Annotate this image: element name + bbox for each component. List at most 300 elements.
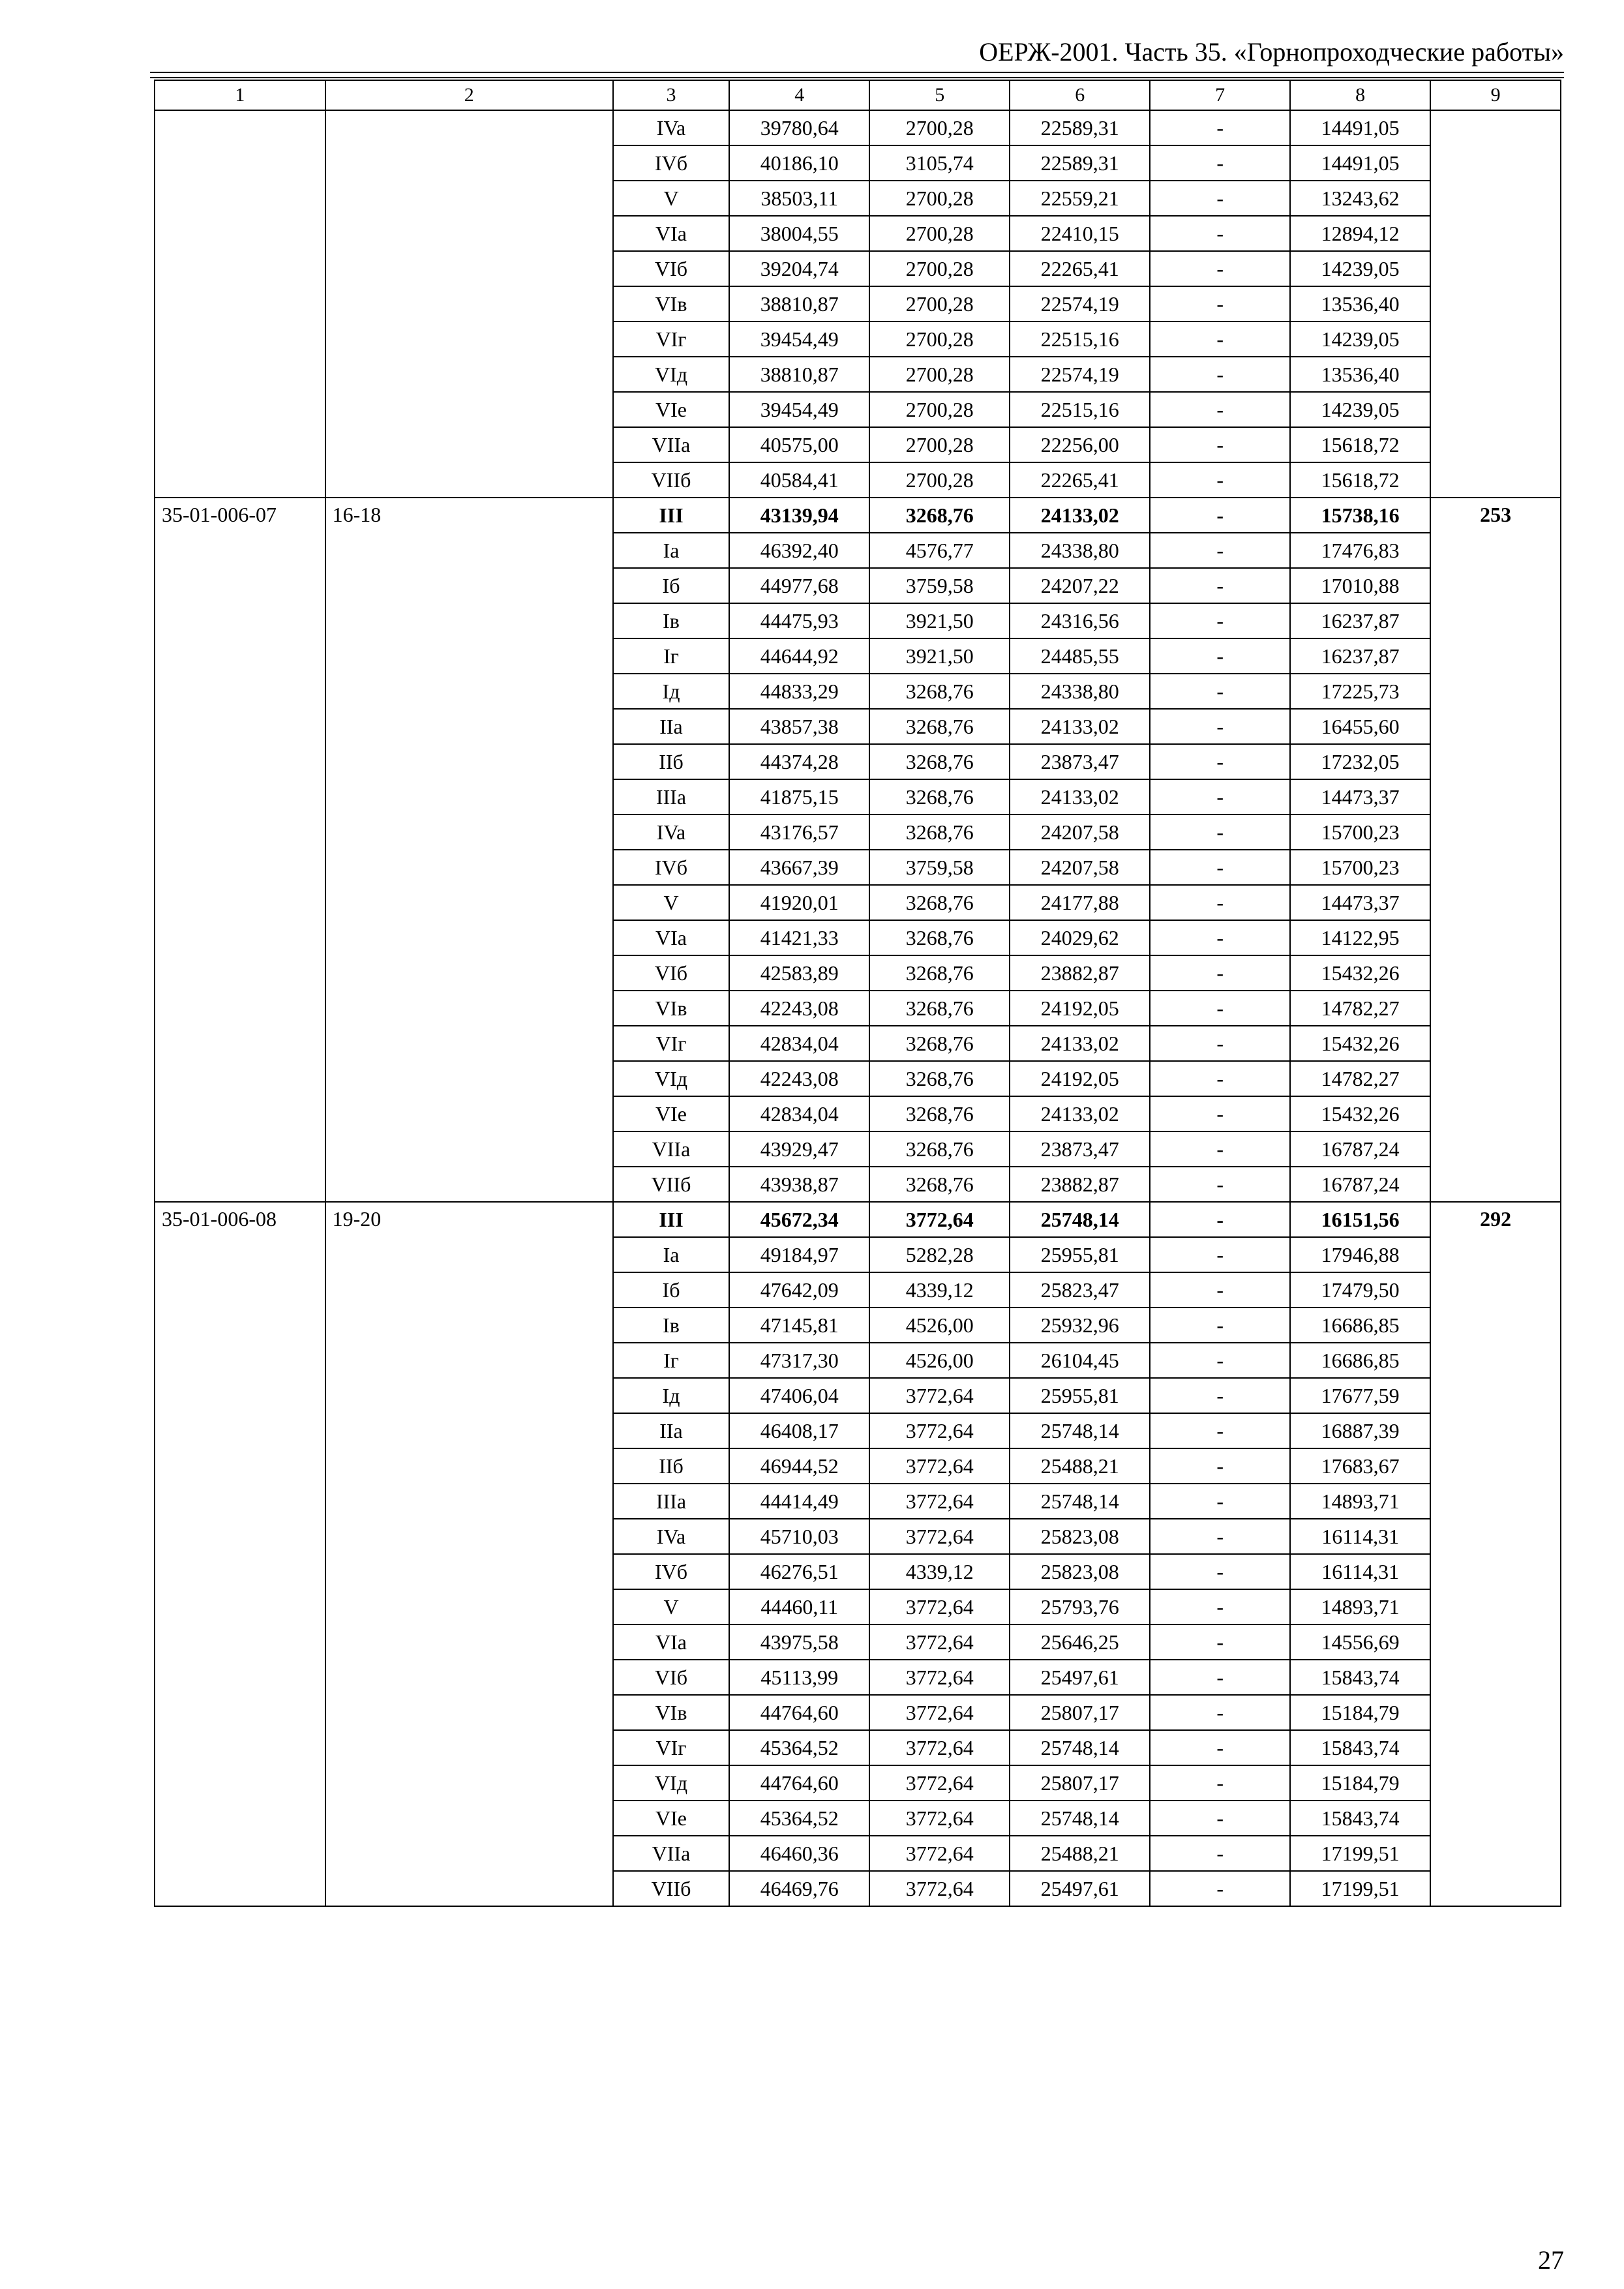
col-class-cell: IVб <box>613 145 729 181</box>
col-class-cell: VIe <box>613 1801 729 1836</box>
col-wages-cell: 4576,77 <box>869 533 1010 568</box>
col-materials-cell: 17677,59 <box>1290 1378 1430 1413</box>
col-wages-cell: 3772,64 <box>869 1660 1010 1695</box>
col-machines-cell: 24133,02 <box>1010 1026 1150 1061</box>
col-materials-cell: 15618,72 <box>1290 427 1430 462</box>
col-total-cost-cell: 41920,01 <box>729 885 869 920</box>
col-total-cost-cell: 42583,89 <box>729 955 869 991</box>
col-wages-cell: 4526,00 <box>869 1308 1010 1343</box>
col-materials-cell: 12894,12 <box>1290 216 1430 251</box>
column-number-9: 9 <box>1430 80 1561 110</box>
col-materials-cell: 17199,51 <box>1290 1836 1430 1871</box>
col-materials-cell: 15184,79 <box>1290 1765 1430 1801</box>
col-class-cell: III <box>613 1202 729 1237</box>
col-col7-cell: - <box>1150 1448 1290 1484</box>
col-materials-cell: 16686,85 <box>1290 1308 1430 1343</box>
col-col7-cell: - <box>1150 815 1290 850</box>
col-wages-cell: 3772,64 <box>869 1413 1010 1448</box>
col-col7-cell: - <box>1150 1624 1290 1660</box>
item-code-cell <box>155 110 325 498</box>
col-class-cell: VIIб <box>613 1871 729 1906</box>
col-wages-cell: 3268,76 <box>869 709 1010 744</box>
col-col7-cell: - <box>1150 1484 1290 1519</box>
col-total-cost-cell: 44475,93 <box>729 603 869 638</box>
col-machines-cell: 24338,80 <box>1010 533 1150 568</box>
col-wages-cell: 3772,64 <box>869 1801 1010 1836</box>
col-wages-cell: 2700,28 <box>869 286 1010 322</box>
col-class-cell: Ia <box>613 1237 729 1272</box>
col-class-cell: IVa <box>613 815 729 850</box>
col-col7-cell: - <box>1150 498 1290 533</box>
col-total-cost-cell: 45364,52 <box>729 1801 869 1836</box>
col-materials-cell: 15432,26 <box>1290 1026 1430 1061</box>
col-machines-cell: 23873,47 <box>1010 744 1150 779</box>
col-machines-cell: 25748,14 <box>1010 1484 1150 1519</box>
col-col7-cell: - <box>1150 427 1290 462</box>
col-machines-cell: 23882,87 <box>1010 955 1150 991</box>
table-row <box>155 110 1561 145</box>
col-machines-cell: 25748,14 <box>1010 1801 1150 1836</box>
col-machines-cell: 22410,15 <box>1010 216 1150 251</box>
col-col7-cell: - <box>1150 850 1290 885</box>
col-materials-cell: 15843,74 <box>1290 1801 1430 1836</box>
col-materials-cell: 17010,88 <box>1290 568 1430 603</box>
col-class-cell: VIд <box>613 1765 729 1801</box>
col-total-cost-cell: 45364,52 <box>729 1730 869 1765</box>
col-machines-cell: 24177,88 <box>1010 885 1150 920</box>
col-total-cost-cell: 46469,76 <box>729 1871 869 1906</box>
col-col7-cell: - <box>1150 286 1290 322</box>
col-total-cost-cell: 46408,17 <box>729 1413 869 1448</box>
col-class-cell: IVa <box>613 110 729 145</box>
col-wages-cell: 3759,58 <box>869 850 1010 885</box>
col-wages-cell: 3772,64 <box>869 1765 1010 1801</box>
col-wages-cell: 3268,76 <box>869 779 1010 815</box>
col-total-cost-cell: 41421,33 <box>729 920 869 955</box>
table-row <box>155 498 1561 533</box>
col-total-cost-cell: 38810,87 <box>729 286 869 322</box>
col-wages-cell: 3105,74 <box>869 145 1010 181</box>
col-wages-cell: 2700,28 <box>869 110 1010 145</box>
col-total-cost-cell: 44977,68 <box>729 568 869 603</box>
col-total-cost-cell: 46276,51 <box>729 1554 869 1589</box>
col-wages-cell: 3268,76 <box>869 815 1010 850</box>
col-total-cost-cell: 38004,55 <box>729 216 869 251</box>
col-materials-cell: 14473,37 <box>1290 779 1430 815</box>
col-materials-cell: 15618,72 <box>1290 462 1430 498</box>
col-col7-cell: - <box>1150 1589 1290 1624</box>
col-materials-cell: 15432,26 <box>1290 955 1430 991</box>
col-materials-cell: 14239,05 <box>1290 251 1430 286</box>
col-wages-cell: 3268,76 <box>869 1096 1010 1131</box>
col-wages-cell: 5282,28 <box>869 1237 1010 1272</box>
col-materials-cell: 17683,67 <box>1290 1448 1430 1484</box>
col-wages-cell: 2700,28 <box>869 181 1010 216</box>
col-machines-cell: 25488,21 <box>1010 1448 1150 1484</box>
col-col7-cell: - <box>1150 744 1290 779</box>
col-machines-cell: 25646,25 <box>1010 1624 1150 1660</box>
col-col7-cell: - <box>1150 181 1290 216</box>
col-total-cost-cell: 44833,29 <box>729 674 869 709</box>
col-col7-cell: - <box>1150 709 1290 744</box>
col-materials-cell: 13243,62 <box>1290 181 1430 216</box>
col-class-cell: IIIa <box>613 779 729 815</box>
col-machines-cell: 22515,16 <box>1010 392 1150 427</box>
col-machines-cell: 22559,21 <box>1010 181 1150 216</box>
col-materials-cell: 14893,71 <box>1290 1484 1430 1519</box>
col-col7-cell: - <box>1150 1343 1290 1378</box>
col-col7-cell: - <box>1150 322 1290 357</box>
col-total-cost-cell: 42834,04 <box>729 1026 869 1061</box>
col-materials-cell: 14122,95 <box>1290 920 1430 955</box>
col-col7-cell: - <box>1150 1871 1290 1906</box>
item-col9-cell <box>1430 110 1561 498</box>
col-wages-cell: 3772,64 <box>869 1730 1010 1765</box>
col-class-cell: Iд <box>613 1378 729 1413</box>
col-wages-cell: 3772,64 <box>869 1448 1010 1484</box>
col-col7-cell: - <box>1150 1202 1290 1237</box>
col-col7-cell: - <box>1150 1308 1290 1343</box>
col-col7-cell: - <box>1150 1660 1290 1695</box>
col-materials-cell: 16114,31 <box>1290 1554 1430 1589</box>
col-wages-cell: 3268,76 <box>869 1061 1010 1096</box>
col-total-cost-cell: 44644,92 <box>729 638 869 674</box>
page-header-title: ОЕРЖ-2001. Часть 35. «Горнопроходческие работы» <box>979 37 1564 67</box>
header-double-rule <box>150 72 1564 78</box>
col-class-cell: VIв <box>613 991 729 1026</box>
col-wages-cell: 4339,12 <box>869 1272 1010 1308</box>
col-materials-cell: 16455,60 <box>1290 709 1430 744</box>
col-machines-cell: 24133,02 <box>1010 498 1150 533</box>
price-table <box>154 80 1561 1907</box>
col-materials-cell: 15184,79 <box>1290 1695 1430 1730</box>
col-wages-cell: 2700,28 <box>869 251 1010 286</box>
col-materials-cell: 14782,27 <box>1290 991 1430 1026</box>
col-class-cell: V <box>613 885 729 920</box>
col-machines-cell: 22589,31 <box>1010 145 1150 181</box>
col-col7-cell: - <box>1150 1096 1290 1131</box>
col-col7-cell: - <box>1150 1730 1290 1765</box>
col-class-cell: VIIa <box>613 1836 729 1871</box>
col-class-cell: VIб <box>613 1660 729 1695</box>
col-machines-cell: 25807,17 <box>1010 1765 1150 1801</box>
col-total-cost-cell: 43667,39 <box>729 850 869 885</box>
col-class-cell: Iб <box>613 568 729 603</box>
col-total-cost-cell: 47145,81 <box>729 1308 869 1343</box>
col-class-cell: VIe <box>613 392 729 427</box>
col-class-cell: Iв <box>613 1308 729 1343</box>
item-code-cell: 35-01-006-08 <box>155 1202 325 1906</box>
col-machines-cell: 22265,41 <box>1010 462 1150 498</box>
col-wages-cell: 3772,64 <box>869 1484 1010 1519</box>
col-col7-cell: - <box>1150 1765 1290 1801</box>
item-range-cell: 16-18 <box>325 498 613 1202</box>
col-materials-cell: 14239,05 <box>1290 322 1430 357</box>
col-wages-cell: 3268,76 <box>869 1131 1010 1167</box>
col-col7-cell: - <box>1150 1026 1290 1061</box>
col-machines-cell: 24192,05 <box>1010 991 1150 1026</box>
col-wages-cell: 2700,28 <box>869 357 1010 392</box>
col-col7-cell: - <box>1150 110 1290 145</box>
col-total-cost-cell: 47642,09 <box>729 1272 869 1308</box>
col-wages-cell: 3772,64 <box>869 1836 1010 1871</box>
column-number-row <box>155 80 1561 110</box>
col-wages-cell: 3772,64 <box>869 1871 1010 1906</box>
col-total-cost-cell: 42834,04 <box>729 1096 869 1131</box>
col-class-cell: VIд <box>613 357 729 392</box>
col-col7-cell: - <box>1150 638 1290 674</box>
col-class-cell: IIб <box>613 744 729 779</box>
col-class-cell: VIв <box>613 286 729 322</box>
col-machines-cell: 22515,16 <box>1010 322 1150 357</box>
col-machines-cell: 25488,21 <box>1010 1836 1150 1871</box>
col-col7-cell: - <box>1150 1167 1290 1202</box>
col-class-cell: Iг <box>613 1343 729 1378</box>
col-class-cell: VIб <box>613 955 729 991</box>
col-machines-cell: 24338,80 <box>1010 674 1150 709</box>
col-wages-cell: 3268,76 <box>869 674 1010 709</box>
col-col7-cell: - <box>1150 1237 1290 1272</box>
col-machines-cell: 23873,47 <box>1010 1131 1150 1167</box>
col-col7-cell: - <box>1150 533 1290 568</box>
col-machines-cell: 22256,00 <box>1010 427 1150 462</box>
col-materials-cell: 16787,24 <box>1290 1167 1430 1202</box>
col-class-cell: Iг <box>613 638 729 674</box>
col-total-cost-cell: 43176,57 <box>729 815 869 850</box>
col-col7-cell: - <box>1150 1272 1290 1308</box>
col-class-cell: VIг <box>613 322 729 357</box>
col-machines-cell: 24316,56 <box>1010 603 1150 638</box>
col-class-cell: IIa <box>613 1413 729 1448</box>
col-class-cell: IIa <box>613 709 729 744</box>
item-code-cell: 35-01-006-07 <box>155 498 325 1202</box>
col-class-cell: VIe <box>613 1096 729 1131</box>
col-materials-cell: 15700,23 <box>1290 850 1430 885</box>
col-materials-cell: 16237,87 <box>1290 638 1430 674</box>
col-machines-cell: 25793,76 <box>1010 1589 1150 1624</box>
col-wages-cell: 4339,12 <box>869 1554 1010 1589</box>
col-wages-cell: 3772,64 <box>869 1624 1010 1660</box>
col-total-cost-cell: 43938,87 <box>729 1167 869 1202</box>
col-total-cost-cell: 44764,60 <box>729 1695 869 1730</box>
col-class-cell: VIa <box>613 920 729 955</box>
col-materials-cell: 14893,71 <box>1290 1589 1430 1624</box>
col-materials-cell: 17946,88 <box>1290 1237 1430 1272</box>
col-machines-cell: 25823,47 <box>1010 1272 1150 1308</box>
col-total-cost-cell: 43857,38 <box>729 709 869 744</box>
col-total-cost-cell: 42243,08 <box>729 991 869 1026</box>
col-col7-cell: - <box>1150 1378 1290 1413</box>
col-materials-cell: 14491,05 <box>1290 145 1430 181</box>
col-class-cell: Iб <box>613 1272 729 1308</box>
col-total-cost-cell: 41875,15 <box>729 779 869 815</box>
col-class-cell: VIг <box>613 1026 729 1061</box>
item-col9-cell: 253 <box>1430 498 1561 1202</box>
col-class-cell: IVб <box>613 1554 729 1589</box>
col-machines-cell: 25748,14 <box>1010 1730 1150 1765</box>
col-machines-cell: 25497,61 <box>1010 1660 1150 1695</box>
col-materials-cell: 15843,74 <box>1290 1660 1430 1695</box>
col-total-cost-cell: 49184,97 <box>729 1237 869 1272</box>
col-col7-cell: - <box>1150 568 1290 603</box>
col-machines-cell: 25823,08 <box>1010 1519 1150 1554</box>
item-range-cell <box>325 110 613 498</box>
col-machines-cell: 25955,81 <box>1010 1237 1150 1272</box>
col-total-cost-cell: 42243,08 <box>729 1061 869 1096</box>
col-total-cost-cell: 46392,40 <box>729 533 869 568</box>
col-total-cost-cell: 44764,60 <box>729 1765 869 1801</box>
col-class-cell: VIa <box>613 1624 729 1660</box>
col-total-cost-cell: 43975,58 <box>729 1624 869 1660</box>
col-machines-cell: 24207,22 <box>1010 568 1150 603</box>
column-number-2: 2 <box>325 80 613 110</box>
col-materials-cell: 16151,56 <box>1290 1202 1430 1237</box>
col-col7-cell: - <box>1150 955 1290 991</box>
col-wages-cell: 3772,64 <box>869 1378 1010 1413</box>
col-col7-cell: - <box>1150 603 1290 638</box>
col-machines-cell: 25955,81 <box>1010 1378 1150 1413</box>
col-class-cell: VIд <box>613 1061 729 1096</box>
col-wages-cell: 3921,50 <box>869 603 1010 638</box>
column-number-3: 3 <box>613 80 729 110</box>
col-materials-cell: 16114,31 <box>1290 1519 1430 1554</box>
col-col7-cell: - <box>1150 357 1290 392</box>
col-materials-cell: 17476,83 <box>1290 533 1430 568</box>
col-wages-cell: 3268,76 <box>869 1026 1010 1061</box>
col-wages-cell: 4526,00 <box>869 1343 1010 1378</box>
col-machines-cell: 24192,05 <box>1010 1061 1150 1096</box>
col-wages-cell: 3268,76 <box>869 885 1010 920</box>
column-number-4: 4 <box>729 80 869 110</box>
col-wages-cell: 3772,64 <box>869 1202 1010 1237</box>
col-class-cell: VIa <box>613 216 729 251</box>
col-class-cell: IIб <box>613 1448 729 1484</box>
col-class-cell: VIв <box>613 1695 729 1730</box>
col-machines-cell: 23882,87 <box>1010 1167 1150 1202</box>
column-number-5: 5 <box>869 80 1010 110</box>
col-materials-cell: 17199,51 <box>1290 1871 1430 1906</box>
col-machines-cell: 24133,02 <box>1010 779 1150 815</box>
col-machines-cell: 25748,14 <box>1010 1202 1150 1237</box>
col-col7-cell: - <box>1150 392 1290 427</box>
col-machines-cell: 24207,58 <box>1010 850 1150 885</box>
col-machines-cell: 25807,17 <box>1010 1695 1150 1730</box>
col-wages-cell: 2700,28 <box>869 427 1010 462</box>
col-col7-cell: - <box>1150 1695 1290 1730</box>
page-number: 27 <box>1538 2245 1564 2275</box>
col-col7-cell: - <box>1150 216 1290 251</box>
col-total-cost-cell: 39780,64 <box>729 110 869 145</box>
col-class-cell: VIIa <box>613 1131 729 1167</box>
column-number-1: 1 <box>155 80 325 110</box>
col-materials-cell: 15738,16 <box>1290 498 1430 533</box>
col-col7-cell: - <box>1150 1131 1290 1167</box>
column-number-7: 7 <box>1150 80 1290 110</box>
col-total-cost-cell: 44374,28 <box>729 744 869 779</box>
col-machines-cell: 24207,58 <box>1010 815 1150 850</box>
table-body <box>155 80 1561 1906</box>
col-materials-cell: 16686,85 <box>1290 1343 1430 1378</box>
col-col7-cell: - <box>1150 462 1290 498</box>
col-total-cost-cell: 46460,36 <box>729 1836 869 1871</box>
col-class-cell: III <box>613 498 729 533</box>
col-class-cell: Iв <box>613 603 729 638</box>
col-total-cost-cell: 39454,49 <box>729 322 869 357</box>
col-wages-cell: 2700,28 <box>869 462 1010 498</box>
col-materials-cell: 17232,05 <box>1290 744 1430 779</box>
col-materials-cell: 15843,74 <box>1290 1730 1430 1765</box>
col-materials-cell: 13536,40 <box>1290 286 1430 322</box>
table-row <box>155 1202 1561 1237</box>
col-total-cost-cell: 43139,94 <box>729 498 869 533</box>
col-class-cell: VIIa <box>613 427 729 462</box>
col-machines-cell: 26104,45 <box>1010 1343 1150 1378</box>
col-col7-cell: - <box>1150 1061 1290 1096</box>
col-col7-cell: - <box>1150 920 1290 955</box>
col-machines-cell: 22265,41 <box>1010 251 1150 286</box>
col-total-cost-cell: 40186,10 <box>729 145 869 181</box>
col-total-cost-cell: 38503,11 <box>729 181 869 216</box>
col-total-cost-cell: 47406,04 <box>729 1378 869 1413</box>
col-materials-cell: 17225,73 <box>1290 674 1430 709</box>
col-materials-cell: 15432,26 <box>1290 1096 1430 1131</box>
col-col7-cell: - <box>1150 885 1290 920</box>
item-range-cell: 19-20 <box>325 1202 613 1906</box>
col-class-cell: VIг <box>613 1730 729 1765</box>
col-total-cost-cell: 39454,49 <box>729 392 869 427</box>
col-machines-cell: 25932,96 <box>1010 1308 1150 1343</box>
col-materials-cell: 14473,37 <box>1290 885 1430 920</box>
col-total-cost-cell: 40575,00 <box>729 427 869 462</box>
col-class-cell: IIIa <box>613 1484 729 1519</box>
col-materials-cell: 14556,69 <box>1290 1624 1430 1660</box>
col-total-cost-cell: 45113,99 <box>729 1660 869 1695</box>
col-col7-cell: - <box>1150 1519 1290 1554</box>
col-total-cost-cell: 38810,87 <box>729 357 869 392</box>
col-col7-cell: - <box>1150 674 1290 709</box>
col-class-cell: VIб <box>613 251 729 286</box>
col-wages-cell: 2700,28 <box>869 322 1010 357</box>
col-total-cost-cell: 47317,30 <box>729 1343 869 1378</box>
col-col7-cell: - <box>1150 145 1290 181</box>
col-total-cost-cell: 46944,52 <box>729 1448 869 1484</box>
col-col7-cell: - <box>1150 779 1290 815</box>
col-wages-cell: 3268,76 <box>869 920 1010 955</box>
col-wages-cell: 2700,28 <box>869 216 1010 251</box>
col-wages-cell: 3268,76 <box>869 744 1010 779</box>
col-machines-cell: 24485,55 <box>1010 638 1150 674</box>
col-total-cost-cell: 39204,74 <box>729 251 869 286</box>
item-col9-cell: 292 <box>1430 1202 1561 1906</box>
col-class-cell: IVб <box>613 850 729 885</box>
col-materials-cell: 16787,24 <box>1290 1131 1430 1167</box>
col-materials-cell: 14239,05 <box>1290 392 1430 427</box>
col-materials-cell: 14782,27 <box>1290 1061 1430 1096</box>
col-machines-cell: 22574,19 <box>1010 357 1150 392</box>
col-wages-cell: 3268,76 <box>869 955 1010 991</box>
col-total-cost-cell: 44414,49 <box>729 1484 869 1519</box>
column-number-6: 6 <box>1010 80 1150 110</box>
col-materials-cell: 15700,23 <box>1290 815 1430 850</box>
col-class-cell: VIIб <box>613 1167 729 1202</box>
col-materials-cell: 16887,39 <box>1290 1413 1430 1448</box>
col-machines-cell: 22589,31 <box>1010 110 1150 145</box>
col-col7-cell: - <box>1150 1836 1290 1871</box>
col-machines-cell: 24133,02 <box>1010 709 1150 744</box>
col-machines-cell: 24029,62 <box>1010 920 1150 955</box>
col-class-cell: Ia <box>613 533 729 568</box>
col-total-cost-cell: 45710,03 <box>729 1519 869 1554</box>
